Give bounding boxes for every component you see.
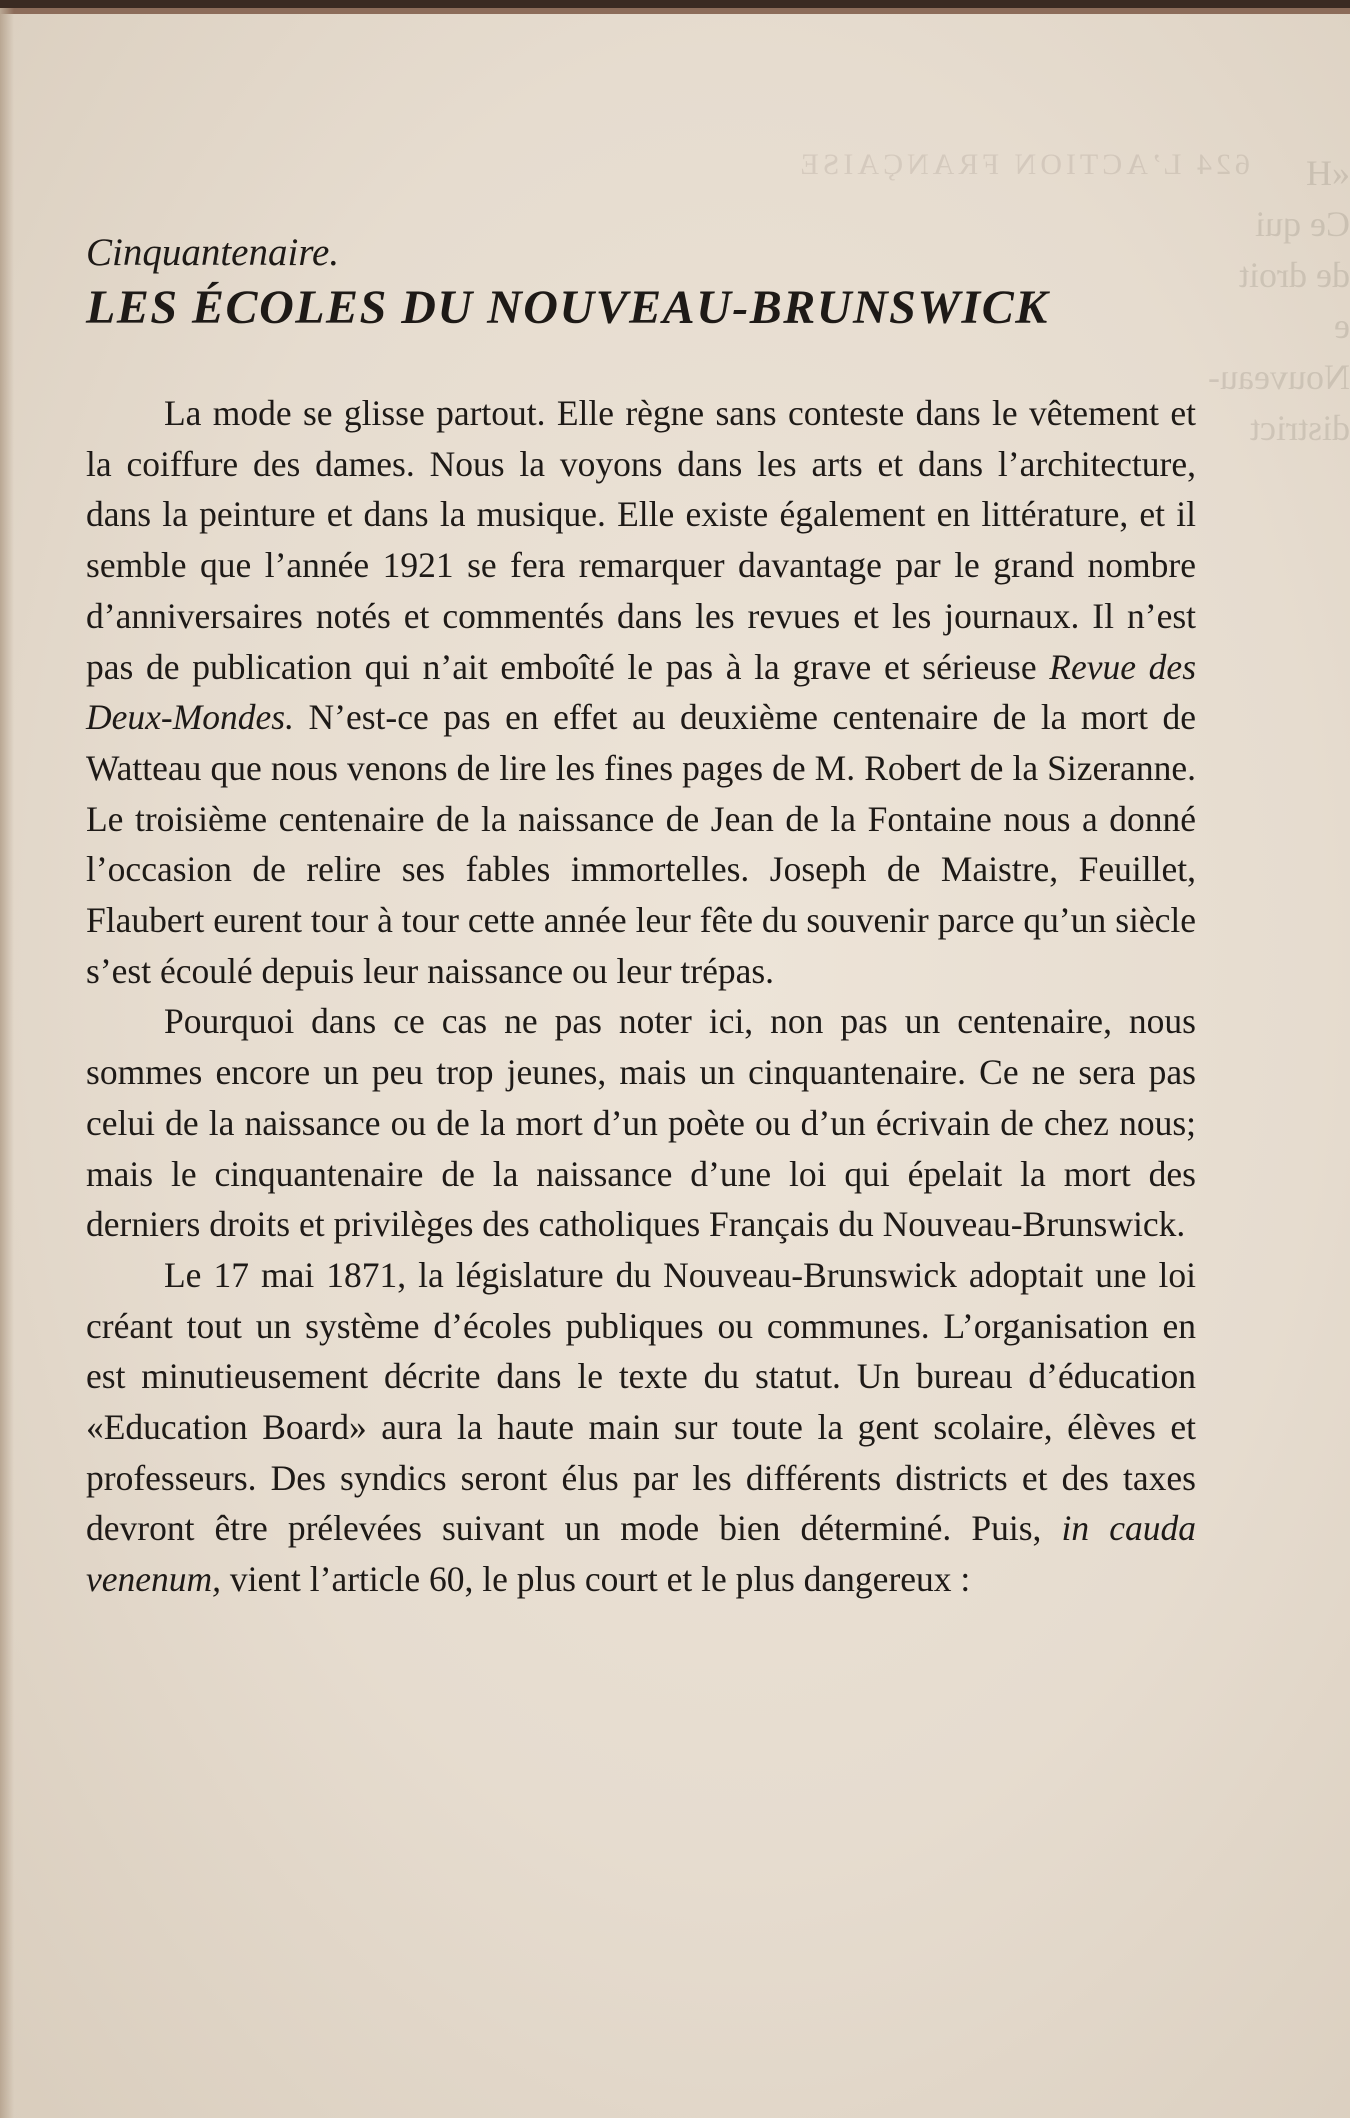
page-binding-edge	[0, 8, 14, 2118]
show-through-line: Nouveau-	[1208, 357, 1350, 397]
paragraph	[86, 1250, 1196, 1605]
text-run: N’est-ce pas en effet au deuxième centenaire de la mort de Watteau que nous venons de lire les fines pages de M. Robert de la Sizeranne. Le troisième centenaire de la naissance de Jean de la Fontaine nous a donné l’occasion de relire ses fables immortelles. Joseph de Maistre, Feuillet, Flaubert eurent tour à tour cette année leur fête du souvenir parce qu’un siècle s’est écoulé depuis leur naissance ou leur trépas.	[86, 697, 1196, 991]
article-title: LES ÉCOLES DU NOUVEAU-BRUNSWICK	[86, 281, 1049, 334]
show-through-line: de droit	[1239, 255, 1350, 295]
text-run: La mode se glisse partout. Elle règne sans conteste dans le vêtement et la coiffure des dames. Nous la voyons dans les arts et dans l’architecture, dans la peinture et dans la musique. Elle existe également en littérature, et il semble que l’année 1921 se fera remarquer davantage par le grand nombre d’anniversaires notés et commentés dans les revues et les journaux. Il n’est pas de publication qui n’ait emboîté le pas à la grave et sérieuse	[86, 393, 1196, 687]
show-through-line: Ce qui	[1255, 204, 1350, 244]
book-page	[0, 8, 1350, 2118]
text-run: Le 17 mai 1871, la législature du Nouveau-Brunswick adoptait une loi créant tout un système d’écoles publiques ou communes. L’organisation en est minutieusement décrite dans le texte du statut. Un bureau d’éducation «Education Board» aura la haute main sur toute la gent scolaire, élèves et professeurs. Des syndics seront élus par les différents districts et des taxes devront être prélevées suivant un mode bien déterminé. Puis,	[86, 1254, 1196, 1549]
text-run: vient l’article 60, le plus court et le plus dangereux :	[221, 1559, 971, 1600]
show-through-running-head: 624 L’ACTION FRANÇAISE	[796, 148, 1250, 181]
paragraph	[86, 388, 1196, 996]
section-label: Cinquantenaire.	[86, 231, 340, 274]
show-through-line: «H	[1306, 153, 1350, 193]
text-run: Pourquoi dans ce cas ne pas noter ici, non pas un centenaire, nous sommes encore un peu trop jeunes, mais un cinquantenaire. Ce ne sera pas celui de la naissance ou de la mort d’un poète ou d’un écrivain de chez nous; mais le cinquantenaire de la naissance d’une loi qui épelait la mort des derniers droits et privilèges des catholiques Français du Nouveau-Brunswick.	[86, 1001, 1196, 1245]
article	[86, 230, 1196, 1605]
show-through-line: e	[1334, 306, 1350, 346]
italic-text-run: in cauda venenum,	[86, 1508, 1196, 1600]
italic-text-run: Revue des Deux-Mondes.	[86, 646, 1197, 738]
paragraph	[86, 996, 1196, 1250]
page-top-edge	[0, 8, 1350, 14]
show-through-line: district	[1250, 408, 1350, 448]
